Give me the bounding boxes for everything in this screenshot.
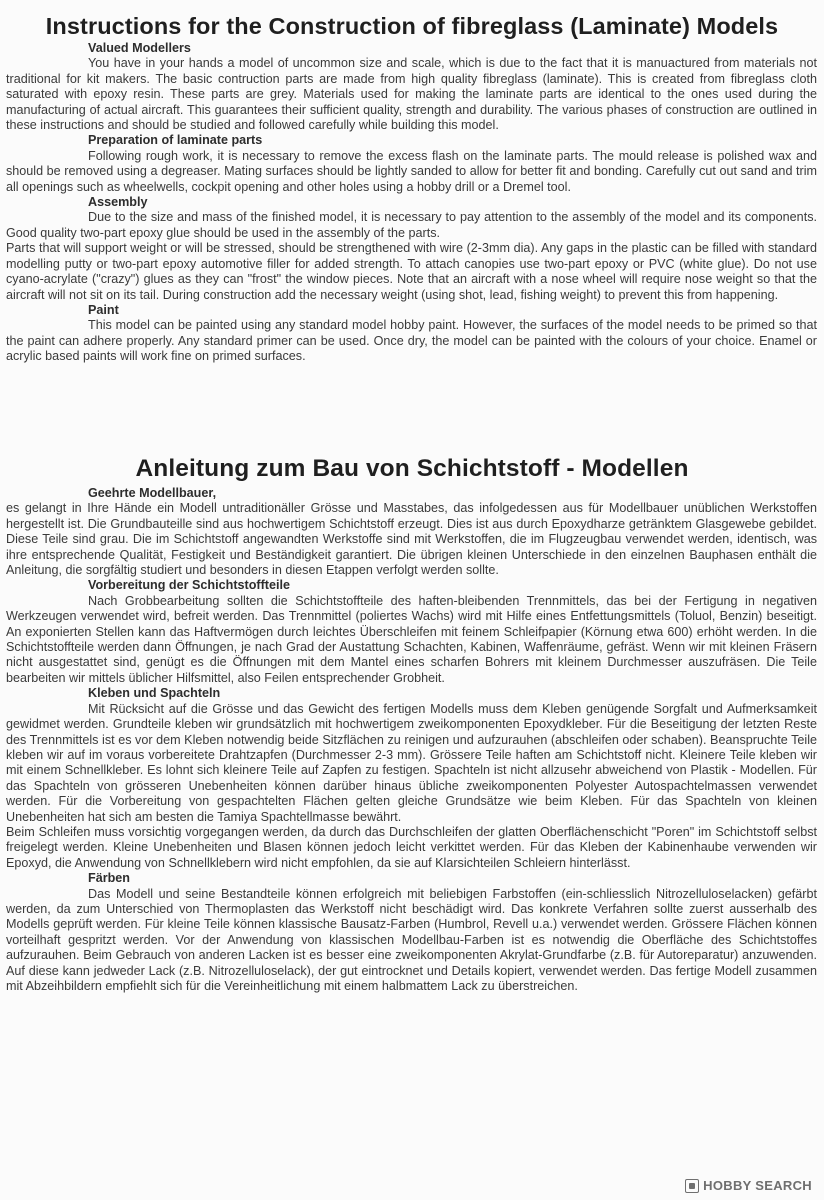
english-preparation-paragraph: Following rough work, it is necessary to remove the excess flash on the laminate parts. The mould release is polished wax and should be removed using a degreaser. Mating surfaces should be lightly sanded to allow for better fit and bonding. Carefully cut out sand and trim all openings such as wheelwells, cockpit opening and other holes using a hobby drill or a Dremel tool. (6, 148, 817, 194)
english-greeting: Valued Modellers (88, 41, 191, 55)
hobbysearch-logo-icon (685, 1179, 699, 1193)
english-paint-heading: Paint (88, 302, 119, 317)
german-preparation-paragraph: Nach Grobbearbeitung sollten die Schichtstoffteile des haften-bleibenden Trennmittels, das bei der Fertigung in negativen Werkzeugen verwendet wird, befreit werden. Das Trennmittel (poliertes Wachs) wird mit Hilfe eines Entfettungsmittels (Toluol, Benzin) beseitigt. An exponierten Stellen kann das Haftvermögen durch leichtes Überschleifen mit feinem Schleifpapier (Körnung etwa 600) erhöht werden. In die Schichtstoffteile werden dann Öffnungen, je nach Grad der Austattung Schachten, Kabinen, Waffenräume, gefräst. Wenn wir mit kleinen Fräsern nicht ausgestattet sind, genügt es die Öffnungen mit dem Mantel eines scharfen Bohrers mit kleinem Durchmesser auszufräsen. Die Teile bearbeiten wir mittels üblicher Hilfsmittel, also Feilen entsprechender Grobheit. (6, 593, 817, 685)
german-section (6, 486, 817, 994)
german-glue-heading: Kleben und Spachteln (88, 686, 221, 701)
hobbysearch-watermark (685, 1178, 812, 1193)
german-paint-paragraph: Das Modell und seine Bestandteile können erfolgreich mit beliebigen Farbstoffen (ein-schliesslich Nitrozelluloselacken) gefärbt werden, da zum Unterschied von Thermoplasten das Werkstoff nicht beschädigt wird. Das konkrete Verfahren sollte zuerst ausserhalb des Modells geprüft werden. Für kleine Teile können klassische Bausatz-Farben (Humbrol, Revell u.a.) verwendet werden. Grössere Flächen können vorteilhaft gespritzt werden. Vor der Anwendung von klassischen Modellbau-Farben ist es notwendig die Oberfläche des Schichtstoffes aufzurauhen. Beim Gebrauch von anderen Lacken ist es besser eine zweikomponenten Akrylat-Grundfarbe (z.B. für Autoreparatur) anzuwenden. Auf diese kann jedweder Lack (z.B. Nitrozelluloselack), der gut eintrocknet und Details kopiert, verwendet werden. Das fertige Modell zusammen mit Abzeihbildern empfiehlt sich für die Vereinheitlichung mit einem halbmattem Lack zu überstreichen. (6, 886, 817, 993)
english-paint-paragraph: This model can be painted using any standard model hobby paint. However, the surfaces of the model needs to be primed so that the paint can adhere properly. Any standard primer can be used. Once dry, the model can be painted with the colours of your choice. Enamel or acrylic based paints will work fine on primed surfaces. (6, 318, 817, 364)
english-assembly-paragraph-2: Parts that will support weight or will be stressed, should be strengthened with wire (2-3mm dia). Any gaps in the plastic can be filled with standard modelling putty or two-part epoxy automotive filler for added strength. To attach canopies use two-part epoxy or PVC (white glue). Do not use cyano-acrylate ("crazy") glues as they can "frost" the window pieces. Note that an aircraft with a nose wheel will require nose weight so that the aircraft will not sit on its tail. During construction add the necessary weight (using shot, lead, fishing weight) to prevent this from happening. (6, 241, 817, 302)
english-title: Instructions for the Construction of fibreglass (Laminate) Models (45, 13, 779, 39)
english-assembly-paragraph-1: Due to the size and mass of the finished model, it is necessary to pay attention to the assembly of the model and its components. Good quality two-part epoxy glue should be used in the assembly of the parts. (6, 210, 817, 240)
german-greeting: Geehrte Modellbauer, (88, 486, 217, 500)
german-title: Anleitung zum Bau von Schichtstoff - Modellen (135, 455, 689, 482)
german-paint-heading: Färben (88, 871, 130, 886)
english-assembly-heading: Assembly (88, 195, 148, 210)
german-preparation-heading: Vorbereitung der Schichtstoffteile (88, 578, 290, 593)
german-intro-paragraph: es gelangt in Ihre Hände ein Modell untraditionäller Grösse und Masstabes, das infolgedessen aus für Modellbauer unüblichen Werkstoffen hergestellt ist. Die Grundbauteille sind aus hochwertigem Schichtstoff erzeugt. Dies ist aus durch Epoxydharze getränktem Glasgewebe gebildet. Diese Teile sind grau. Die im Schichtstoff angewandten Werkstoffe sind mit Werkstoffen, die im Flugzeugbau verwendet werden, identisch, was ihre entsprechende Qualität, Festigkeit und Beständigkeit garantiert. Die übrigen kleinen Unterschiede in den einzelnen Bauphasen enthält die Anleitung, die sorgfältig studiert und besonders in diesen Etappen verfolgt werden sollte. (6, 501, 817, 578)
english-section (6, 41, 817, 365)
watermark-text: HOBBY SEARCH (703, 1178, 812, 1193)
english-intro-paragraph: You have in your hands a model of uncommon size and scale, which is due to the fact that it is manuactured from materials not traditional for kit makers. The basic contruction parts are made from high quality fibreglass (laminate). This is created from fibreglass cloth saturated with epoxy resin. These parts are grey. Materials used for making the laminate parts are identical to the ones used during the manufacturing of actual aircraft. This guarantees their sufficient quality, strength and durability. The various phases of construction are outlined in these instructions and should be studied and followed carefully while building this model. (6, 56, 817, 133)
german-glue-paragraph-2: Beim Schleifen muss vorsichtig vorgegangen werden, da durch das Durchschleifen der glatten Oberflächenschicht "Poren" im Schichtstoff selbst freigelegt werden. Kleine Unebenheiten und Blasen können jedoch leicht verkittet werden. Für das Kleben der Kabinenhaube verwenden wir Epoxyd, die Anwendung von Schnellklebern wird nicht empfohlen, da sie auf Klarsichteilen Schleiern hinterlässt. (6, 824, 817, 870)
german-glue-paragraph-1: Mit Rücksicht auf die Grösse und das Gewicht des fertigen Modells muss dem Kleben genügende Sorgfalt und Aufmerksamkeit gewidmet werden. Grundteile kleben wir grundsätzlich mit hochwertigem zweikomponenten Epoxydkleber. Für die Beseitigung der letzten Reste des Trennmittels ist es vor dem Kleben notwendig beide Sitzflächen zu reinigen und aufzurauhen (abschleifen oder schaben). Beanspruchte Teile kleben wir auf im voraus vorbereitete Drahtzapfen (Durchmesser 2-3 mm). Grössere Teile haften am Schichtstoff nicht. Kleinere Teile kleben wir mit einem Schnellkleber. Es lohnt sich kleinere Teile auf Zapfen zu festigen. Spachteln ist nicht allzusehr abweichend von Plastik - Modellen. Für das Spachteln von grösseren Unebenheiten können darüber hinaus übliche zweikomponenten Polyester Autospachtelmassen verwendet werden. Für die Vorbereitung von gespachtelten Flächen gelten gleiche Grundsätze wie beim Kleben. Für das Spachteln von kleinen Unebenheiten hat sich am besten die Tamiya Spachtellmasse bewährt. (6, 701, 817, 824)
english-preparation-heading: Preparation of laminate parts (88, 133, 263, 148)
